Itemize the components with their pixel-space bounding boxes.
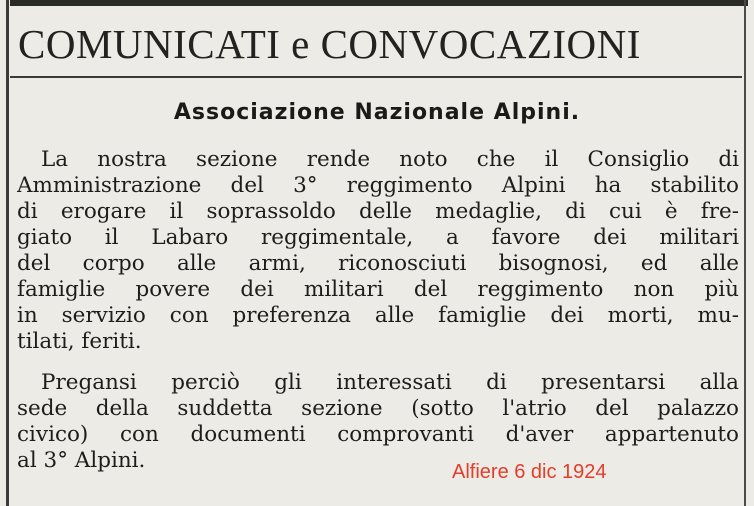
article-title: Associazione Nazionale Alpini. [173, 100, 581, 125]
left-column-rule [6, 0, 9, 506]
paragraph-line: tilati, feriti. [17, 329, 142, 354]
paragraph-line: giato il Labaro reggimentale, a favore dei militari [17, 225, 739, 250]
section-heading: COMUNICATI e CONVOCAZIONI [18, 21, 641, 67]
paragraph-line: famiglie povere dei militari del reggimento non più [17, 277, 739, 302]
paragraph-line: Pregansi perciò gli interessati di presentarsi alla [41, 370, 739, 395]
paragraph-line: Amministrazione del 3° reggimento Alpini ha stabilito [17, 173, 739, 198]
paragraph-2 [17, 370, 739, 474]
right-column-rule [744, 0, 746, 506]
top-rule [10, 0, 748, 6]
paragraph-line: civico) con documenti comprovanti d'aver appartenuto [17, 422, 739, 447]
paragraph-line: sede della suddetta sezione (sotto l'atrio del palazzo [17, 396, 739, 421]
heading-divider [10, 76, 742, 78]
source-caption: Alfiere 6 dic 1924 [452, 461, 607, 483]
paragraph-line: del corpo alle armi, riconosciuti bisognosi, ed alle [17, 251, 739, 276]
paragraph-line: di erogare il soprassoldo delle medaglie, di cui è fre- [17, 199, 739, 224]
paragraph-1 [17, 147, 739, 355]
paragraph-line: al 3° Alpini. [17, 448, 146, 473]
paragraph-line: La nostra sezione rende noto che il Consiglio di [41, 147, 739, 172]
paragraph-line: in servizio con preferenza alle famiglie dei morti, mu- [17, 303, 739, 328]
